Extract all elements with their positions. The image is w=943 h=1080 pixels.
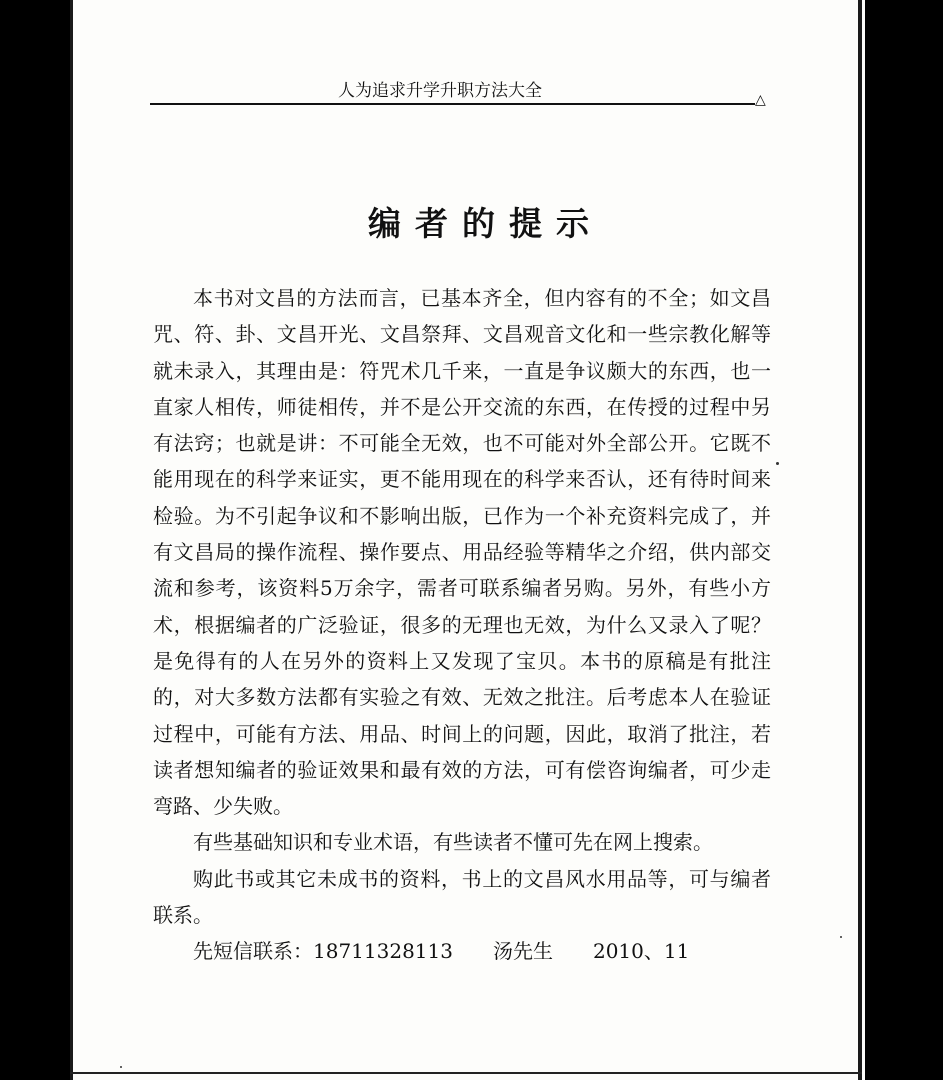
body-text [153, 280, 771, 970]
paragraph: 有些基础知识和专业术语，有些读者不懂可先在网上搜索。 [193, 830, 713, 855]
running-head: 人为追求升学升职方法大全 [338, 81, 542, 101]
scan-speck [840, 936, 842, 938]
triangle-mark-icon: △ [755, 92, 766, 108]
paragraph: 本书对文昌的方法而言，已基本齐全，但内容有的不全；如文昌咒、符、卦、文昌开光、文昌祭拜、文昌观音文化和一些宗教化解等就未录入，其理由是：符咒术几千来，一直是争议颇大的东西，也一直家人相传，师徒相传，并不是公开交流的东西，在传授的过程中另有法窍；也就是讲：不可能全无效，也不可能对外全部公开。它既不能用现在的科学来证实，更不能用现在的科学来否认，还有待时间来检验。为不引起争议和不影响出版，已作为一个补充资料完成了，并有文昌局的操作流程、操作要点、用品经验等精华之介绍，供内部交流和参考，该资料5万余字，需者可联系编者另购。另外，有些小方术，根据编者的广泛验证，很多的无理也无效，为什么又录入了呢？是免得有的人在另外的资料上又发现了宝贝。本书的原稿是有批注的，对大多数方法都有实验之有效、无效之批注。后考虑本人在验证过程中，可能有方法、用品、时间上的问题，因此，取消了批注，若读者想知编者的验证效果和最有效的方法，可有偿咨询编者，可少走弯路、少失败。 [153, 286, 771, 819]
page-title: 编者的提示 [368, 204, 603, 243]
contact-line: 先短信联系：18711328113 汤先生 2010、11 [193, 939, 690, 964]
scan-edge-left [70, 0, 73, 1080]
scan-speck [776, 462, 779, 465]
scan-speck [120, 1066, 122, 1068]
scan-edge-bottom [70, 1072, 862, 1074]
scan-edge-right [858, 0, 862, 1080]
header-rule [150, 103, 755, 105]
paragraph: 购此书或其它未成书的资料，书上的文昌风水用品等，可与编者联系。 [153, 866, 771, 928]
